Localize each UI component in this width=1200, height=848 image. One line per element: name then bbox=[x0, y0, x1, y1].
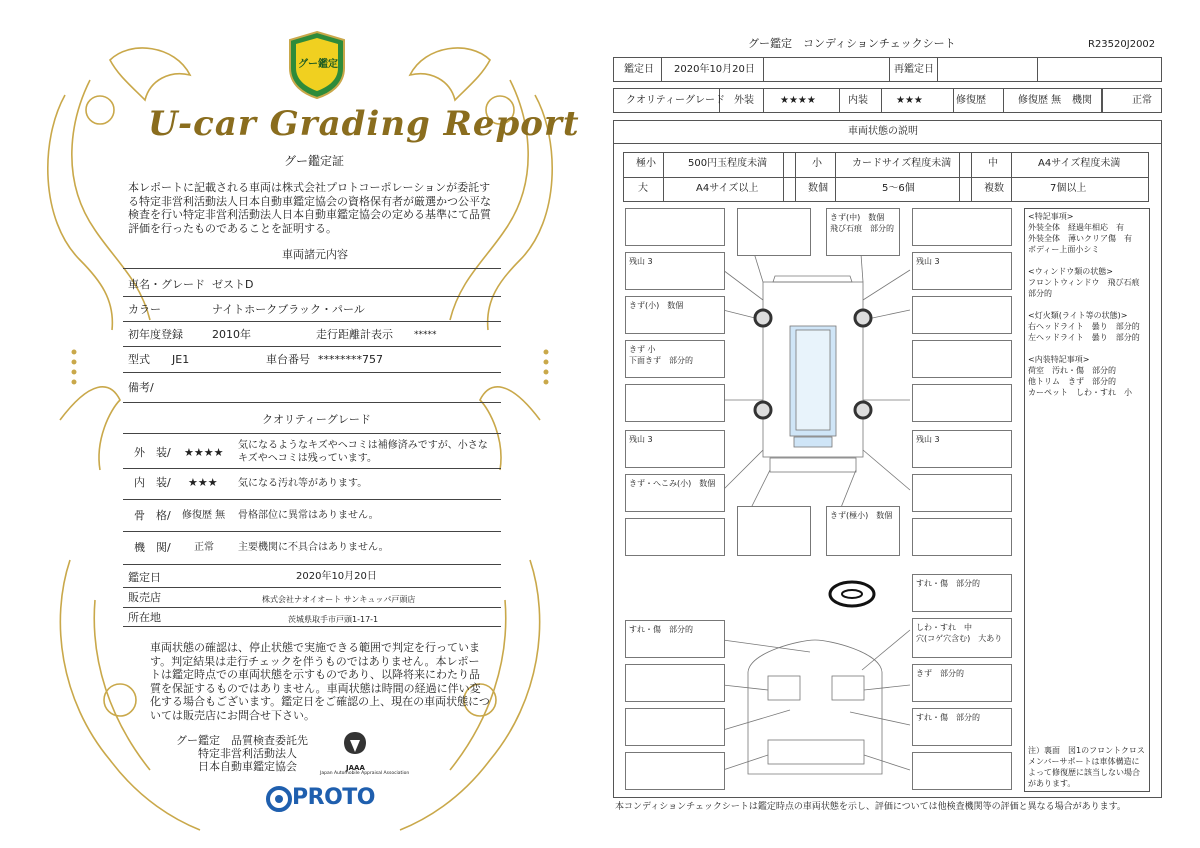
panel-interior-left-1 bbox=[625, 620, 725, 658]
panel-rear-mid-text: きず(極小) 数個 bbox=[830, 511, 893, 520]
panel-interior-right-3-text: すれ・傷 部分的 bbox=[916, 713, 980, 722]
repair-value: 修復歴 無 bbox=[1018, 95, 1062, 106]
proto-logo-icon bbox=[266, 786, 292, 812]
panel-left-5 bbox=[625, 430, 725, 468]
panel-interior-left-4 bbox=[625, 752, 725, 790]
exterior-value: ★★★★ bbox=[780, 95, 816, 106]
interior-label: 内装 bbox=[848, 95, 868, 106]
legend-value-2: A4サイズ程度未満 bbox=[1038, 158, 1121, 169]
panel-interior-right-1-text: しわ・すれ 中 穴(コゲ穴含む) 大あり bbox=[916, 623, 1003, 643]
sheet-title: グー鑑定 コンディションチェックシート bbox=[748, 37, 956, 50]
panel-steering-text: すれ・傷 部分的 bbox=[916, 579, 980, 588]
panel-interior-right-4 bbox=[912, 752, 1012, 790]
legend-label-5: 複数 bbox=[984, 183, 1004, 194]
grade-interior-value: ★★★ bbox=[188, 476, 218, 489]
chassis-label: 車台番号 bbox=[266, 353, 310, 366]
legend-value-0: 500円玉程度未満 bbox=[688, 158, 768, 169]
legend-value-4: 5～6個 bbox=[882, 183, 915, 194]
logo-text: グー鑑定 bbox=[298, 59, 338, 70]
panel-right-1-text: 残山 3 bbox=[916, 257, 940, 266]
special-notes-text: <特記事項> 外装全体 経過年相応 有 外装全体 薄いクリア傷 有 ボディー上面小シミ <ウィンドウ類の状態> フロントウィンドウ 飛び石痕 部分的 <灯火類(ライト等の状態)> 右ヘッドライト 曇り 部分的 左ヘッドライト 曇り 部分的 <内装特記事項> 荷室 汚れ・傷 部分的 他トリム きず 部分的 カーペット しわ・すれ 小 bbox=[1028, 212, 1140, 397]
disclaimer-text: 車両状態の確認は、停止状態で実施できる範囲で判定を行っています。判定結果は走行チェックを伴うものではありません。本レポートは鑑定時点での車両状態を示すものであり、以降将来にわたり品質を保証するものではありません。車両状態は時間の経過に伴い変化する場合もございます。鑑定日をご確認の上、現在の車両状態については販売店にお問合せ下さい。 bbox=[150, 641, 490, 722]
quality-row bbox=[613, 88, 1162, 113]
mileage-label: 走行距離計表示 bbox=[316, 328, 393, 341]
date-value: 2020年10月20日 bbox=[674, 64, 755, 75]
report-title: U-car Grading Report bbox=[148, 104, 580, 144]
panel-right-5 bbox=[912, 430, 1012, 468]
panel-left-6-text: きず・へこみ(小) 数個 bbox=[629, 479, 716, 488]
panel-steering bbox=[912, 574, 1012, 612]
panel-left-1-text: 残山 3 bbox=[629, 257, 653, 266]
panel-right-3 bbox=[912, 340, 1012, 378]
bottom-disclaimer: 本コンディションチェックシートは鑑定時点の車両状態を示し、評価については他検査機関等の評価と異なる場合があります。 bbox=[615, 802, 1126, 812]
mileage-value: ***** bbox=[414, 330, 437, 340]
quality-label: クオリティーグレード bbox=[626, 95, 725, 106]
first-reg-label: 初年度登録 bbox=[128, 328, 183, 341]
proto-logo-text: PROTO bbox=[292, 785, 375, 810]
grade-interior-label: 内 装/ bbox=[134, 476, 171, 489]
panel-rear-right-bottom bbox=[912, 518, 1012, 556]
legend-label-0: 極小 bbox=[636, 158, 656, 169]
panel-interior-right-3 bbox=[912, 708, 1012, 746]
legend-value-1: カードサイズ程度未満 bbox=[852, 158, 952, 169]
legend-value-5: 7個以上 bbox=[1050, 183, 1087, 194]
footer-shop-label: 販売店 bbox=[128, 591, 161, 604]
jaaa-subtitle: Japan Automobile Appraisal Association bbox=[320, 771, 410, 776]
spec-heading: 車両諸元内容 bbox=[282, 248, 348, 261]
footer-date-value: 2020年10月20日 bbox=[296, 571, 377, 582]
grade-engine-value: 正常 bbox=[194, 542, 214, 553]
name-label: 車名・グレード bbox=[128, 278, 205, 291]
repair-label: 修復歴 bbox=[956, 95, 986, 106]
special-notes-box bbox=[1024, 208, 1150, 792]
condition-check-sheet bbox=[600, 0, 1200, 848]
panel-rear-left-bottom bbox=[625, 518, 725, 556]
commission-line-3: 日本自動車鑑定協会 bbox=[198, 760, 297, 773]
sheet-code: R23520J2002 bbox=[1088, 39, 1156, 50]
certification-text: 本レポートに記載される車両は株式会社プロトコーポレーションが委託する特定非営利活動法人日本自動車鑑定協会の資格保有者が厳選かつ公平な検査を行い特定非営利活動法人日本自動車鑑定協会の定める基準にて品質評価を行ったものであることを証明する。 bbox=[128, 181, 491, 235]
panel-front-mid-text: きず(中) 数個 飛び石痕 部分的 bbox=[830, 213, 894, 233]
report-subtitle: グー鑑定証 bbox=[284, 154, 345, 168]
panel-right-5-text: 残山 3 bbox=[916, 435, 940, 444]
commission-line-1: グー鑑定 品質検査委託先 bbox=[176, 734, 308, 747]
panel-right-4 bbox=[912, 384, 1012, 422]
panel-interior-right-2 bbox=[912, 664, 1012, 702]
grade-interior-comment: 気になる汚れ等があります。 bbox=[238, 478, 368, 489]
engine-value: 正常 bbox=[1132, 95, 1152, 106]
name-value: ゼストD bbox=[212, 278, 254, 291]
engine-label: 機関 bbox=[1072, 95, 1092, 106]
jaaa-label: JAAA bbox=[346, 764, 365, 772]
grade-exterior-label: 外 装/ bbox=[134, 446, 171, 459]
model-value: JE1 bbox=[172, 353, 190, 366]
interior-value: ★★★ bbox=[896, 95, 923, 106]
panel-left-3 bbox=[625, 340, 725, 378]
first-reg-value: 2010年 bbox=[212, 328, 251, 341]
date-row bbox=[613, 57, 1162, 82]
panel-front-1 bbox=[737, 208, 811, 256]
legend-heading: 車両状態の説明 bbox=[848, 126, 918, 137]
grade-engine-label: 機 関/ bbox=[134, 541, 171, 554]
legend-label-3: 大 bbox=[638, 183, 648, 194]
grade-frame-comment: 骨格部位に異常はありません。 bbox=[238, 510, 379, 521]
special-notes-footnote: 注）裏面 図1のフロントクロスメンバーサポートは車体構造によって修復歴に該当しない場合があります。 bbox=[1028, 746, 1145, 788]
legend-value-3: A4サイズ以上 bbox=[696, 183, 759, 194]
footer-address-label: 所在地 bbox=[128, 611, 161, 624]
panel-right-6 bbox=[912, 474, 1012, 512]
commission-line-2: 特定非営利活動法人 bbox=[198, 747, 297, 760]
panel-interior-left-1-text: すれ・傷 部分的 bbox=[629, 625, 693, 634]
quality-heading: クオリティーグレード bbox=[262, 413, 371, 426]
grade-frame-value: 修復歴 無 bbox=[182, 510, 226, 521]
legend-label-2: 中 bbox=[988, 158, 998, 169]
grade-engine-comment: 主要機関に不具合はありません。 bbox=[238, 542, 389, 553]
chassis-value: ********757 bbox=[318, 353, 383, 366]
grade-exterior-comment: 気になるようなキズやヘコミは補修済みですが、小さなキズやヘコミは残っています。 bbox=[238, 440, 488, 464]
panel-front-mid bbox=[826, 208, 900, 256]
panel-interior-right-1 bbox=[912, 618, 1012, 658]
panel-right-1 bbox=[912, 252, 1012, 290]
grade-exterior-value: ★★★★ bbox=[184, 446, 224, 459]
panel-right-2 bbox=[912, 296, 1012, 334]
panel-left-3-text: きず 小 下面きず 部分的 bbox=[629, 345, 693, 365]
panel-front-left-top bbox=[625, 208, 725, 246]
date-label: 鑑定日 bbox=[624, 64, 654, 75]
panel-left-6 bbox=[625, 474, 725, 512]
legend-label-1: 小 bbox=[812, 158, 822, 169]
footer-shop-value: 株式会社ナオイオート サンキュッパ戸頭店 bbox=[262, 595, 416, 604]
panel-left-2-text: きず(小) 数個 bbox=[629, 301, 684, 310]
reappraisal-label: 再鑑定日 bbox=[894, 64, 934, 75]
steering-wheel-icon bbox=[830, 582, 874, 606]
panel-left-4 bbox=[625, 384, 725, 422]
panel-rear-1 bbox=[737, 506, 811, 556]
panel-left-5-text: 残山 3 bbox=[629, 435, 653, 444]
panel-left-2 bbox=[625, 296, 725, 334]
exterior-label: 外装 bbox=[734, 95, 754, 106]
grade-frame-label: 骨 格/ bbox=[134, 509, 171, 522]
panel-front-right-top bbox=[912, 208, 1012, 246]
legend-label-4: 数個 bbox=[808, 183, 828, 194]
color-value: ナイトホークブラック・パール bbox=[212, 303, 365, 316]
footer-date-label: 鑑定日 bbox=[128, 571, 161, 584]
panel-interior-left-2 bbox=[625, 664, 725, 702]
color-label: カラー bbox=[128, 303, 161, 316]
panel-left-1 bbox=[625, 252, 725, 290]
jaaa-logo-icon bbox=[338, 730, 372, 760]
panel-interior-left-3 bbox=[625, 708, 725, 746]
panel-rear-mid bbox=[826, 506, 900, 556]
legend-table bbox=[623, 152, 1149, 202]
footer-address-value: 茨城県取手市戸頭1-17-1 bbox=[288, 615, 379, 624]
panel-interior-right-2-text: きず 部分的 bbox=[916, 669, 964, 678]
model-label: 型式 bbox=[128, 353, 150, 366]
remarks-label: 備考/ bbox=[128, 381, 154, 394]
